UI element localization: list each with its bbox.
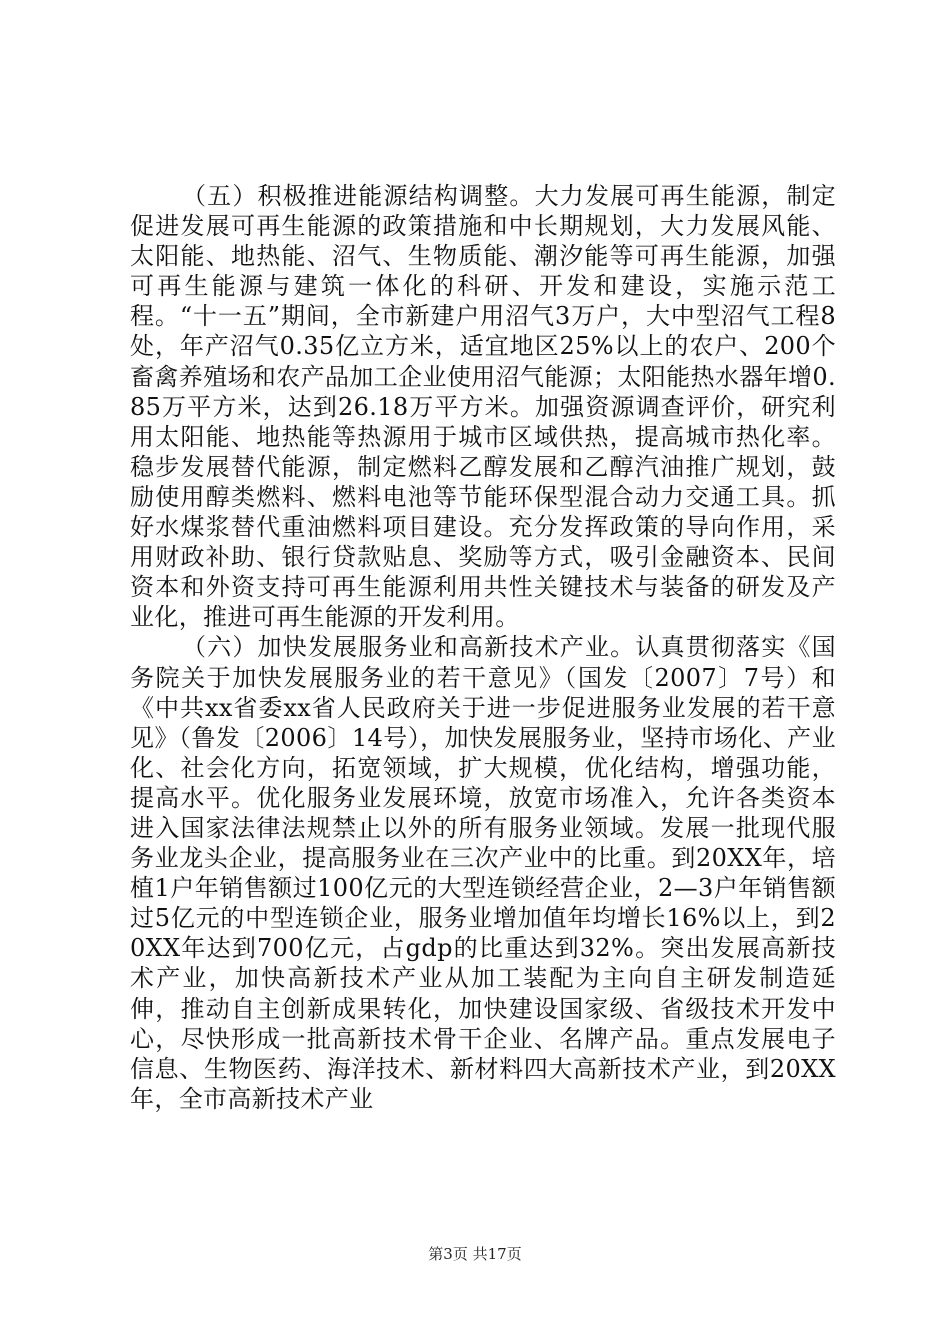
body-text	[130, 181, 836, 1114]
paragraph-service-hightech: （六）加快发展服务业和高新技术产业。认真贯彻落实《国务院关于加快发展服务业的若干意见》（国发〔2007〕7号）和《中共xx省委xx省人民政府关于进一步促进服务业发展的若干意见》（鲁发〔2006〕14号），加快发展服务业，坚持市场化、产业化、社会化方向，拓宽领域，扩大规模，优化结构，增强功能，提高水平。优化服务业发展环境，放宽市场准入，允许各类资本进入国家法律法规禁止以外的所有服务业领域。发展一批现代服务业龙头企业，提高服务业在三次产业中的比重。到20XX年，培植1户年销售额过100亿元的大型连锁经营企业，2—3户年销售额过5亿元的中型连锁企业，服务业增加值年均增长16%以上，到20XX年达到700亿元，占gdp的比重达到32%。突出发展高新技术产业，加快高新技术产业从加工装配为主向自主研发制造延伸，推动自主创新成果转化，加快建设国家级、省级技术开发中心，尽快形成一批高新技术骨干企业、名牌产品。重点发展电子信息、生物医药、海洋技术、新材料四大高新技术产业，到20XX年，全市高新技术产业	[130, 633, 836, 1113]
page-footer: 第3页 共17页	[428, 1245, 522, 1263]
paragraph-energy-structure: （五）积极推进能源结构调整。大力发展可再生能源，制定促进发展可再生能源的政策措施和中长期规划，大力发展风能、太阳能、地热能、沼气、生物质能、潮汐能等可再生能源，加强可再生能源与建筑一体化的科研、开发和建设，实施示范工程。“十一五”期间，全市新建户用沼气3万户，大中型沼气工程8处，年产沼气0.35亿立方米，适宜地区25%以上的农户、200个畜禽养殖场和农产品加工企业使用沼气能源；太阳能热水器年增0.85万平方米，达到26.18万平方米。加强资源调查评价，研究利用太阳能、地热能等热源用于城市区域供热，提高城市热化率。稳步发展替代能源，制定燃料乙醇发展和乙醇汽油推广规划，鼓励使用醇类燃料、燃料电池等节能环保型混合动力交通工具。抓好水煤浆替代重油燃料项目建设。充分发挥政策的导向作用，采用财政补助、银行贷款贴息、奖励等方式，吸引金融资本、民间资本和外资支持可再生能源利用共性关键技术与装备的研发及产业化，推进可再生能源的开发利用。	[130, 182, 836, 632]
